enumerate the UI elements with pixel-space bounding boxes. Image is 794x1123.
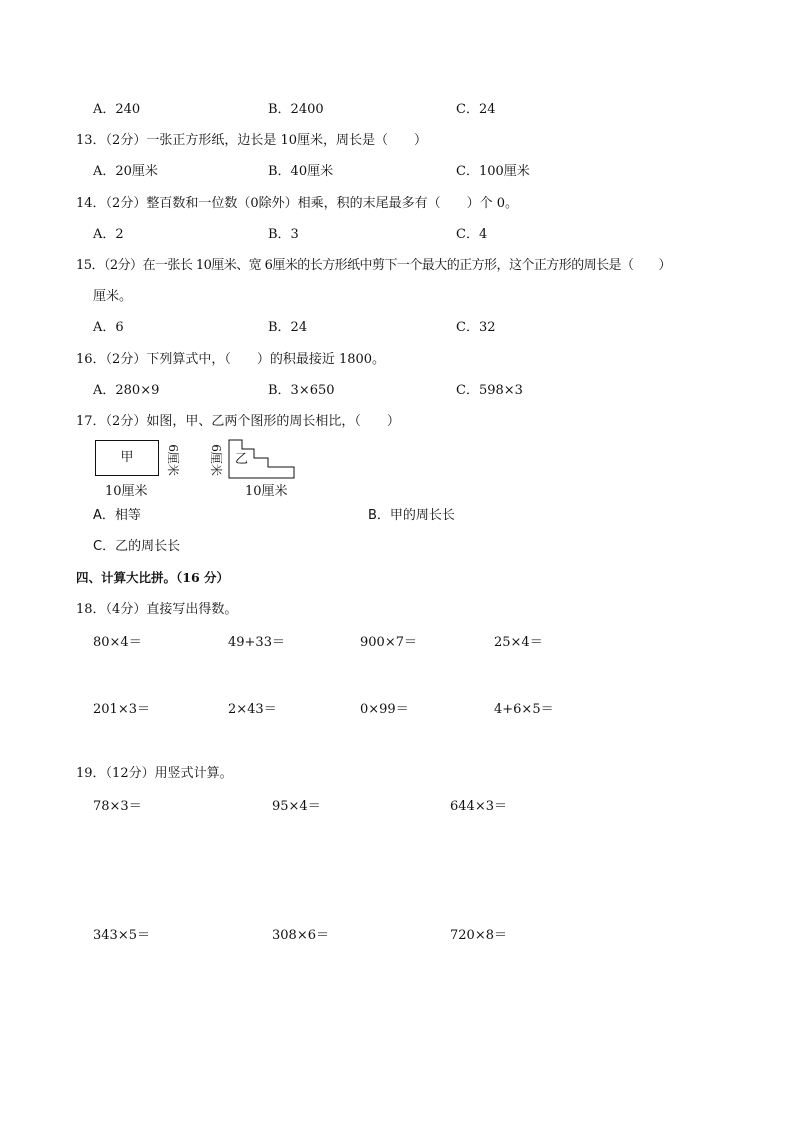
q15-option-a: A．6 [93, 320, 124, 335]
q12-option-a: A．240 [93, 102, 141, 117]
q18-item: 25×4＝ [494, 635, 543, 650]
section-title: 四、计算大比拼。（16 分） [76, 570, 229, 585]
q14-option-a: A．2 [93, 227, 124, 242]
q16-option-b: B．3×650 [268, 383, 335, 398]
q17-option-b: B．甲的周长长 [368, 508, 455, 523]
q19-item: 720×8＝ [450, 928, 507, 943]
q18-item: 900×7＝ [360, 635, 417, 650]
q14-option-b: B．3 [268, 227, 299, 242]
q15-stem: 15．（2分）在一张长 10厘米、宽 6厘米的长方形纸中剪下一个最大的正方形，这个正方形的周长是（ ） [76, 258, 671, 273]
q17-stem: 17．（2分）如图，甲、乙两个图形的周长相比，（ ） [76, 414, 400, 429]
figure-jia-width-label: 10厘米 [105, 484, 148, 499]
q16-stem: 16．（2分）下列算式中，（ ）的积最接近 1800。 [76, 352, 386, 367]
q15-stem-continued: 厘米。 [93, 289, 133, 304]
q19-item: 95×4＝ [272, 799, 321, 814]
q12-option-c: C．24 [456, 102, 496, 117]
q14-option-c: C．4 [456, 227, 488, 242]
q12-option-b: B．2400 [268, 102, 324, 117]
q13-stem: 13．（2分）一张正方形纸，边长是 10厘米，周长是（ ） [76, 133, 427, 148]
q15-option-b: B．24 [268, 320, 308, 335]
q16-option-a: A．280×9 [93, 383, 160, 398]
q13-option-c: C．100厘米 [456, 164, 530, 179]
q17-option-a: A．相等 [93, 508, 141, 523]
q18-item: 80×4＝ [93, 635, 142, 650]
q18-stem: 18．（4分）直接写出得数。 [76, 602, 238, 617]
q18-item: 2×43＝ [228, 702, 277, 717]
q19-item: 308×6＝ [272, 928, 329, 943]
q14-stem: 14．（2分）整百数和一位数（0除外）相乘，积的末尾最多有（ ）个 0。 [76, 196, 518, 211]
q13-option-b: B．40厘米 [268, 164, 334, 179]
q18-item: 0×99＝ [360, 702, 409, 717]
q18-item: 201×3＝ [93, 702, 150, 717]
q17-option-c: C．乙的周长长 [93, 539, 181, 554]
q18-item: 4+6×5＝ [494, 702, 554, 717]
figure-jia-height-label: 6厘米 [166, 444, 180, 476]
figure-yi-width-label: 10厘米 [245, 484, 288, 499]
q18-item: 49+33＝ [228, 635, 285, 650]
q19-item: 343×5＝ [93, 928, 150, 943]
q19-item: 644×3＝ [450, 799, 507, 814]
q13-option-a: A．20厘米 [93, 164, 158, 179]
figure-jia-label: 甲 [120, 450, 134, 465]
figure-yi-height-label: 6厘米 [209, 444, 223, 476]
q19-item: 78×3＝ [93, 799, 142, 814]
q16-option-c: C．598×3 [456, 383, 523, 398]
q15-option-c: C．32 [456, 320, 496, 335]
figure-jia-rectangle [95, 440, 159, 476]
q19-stem: 19．（12分）用竖式计算。 [76, 766, 233, 781]
figure-yi-label: 乙 [235, 452, 249, 467]
